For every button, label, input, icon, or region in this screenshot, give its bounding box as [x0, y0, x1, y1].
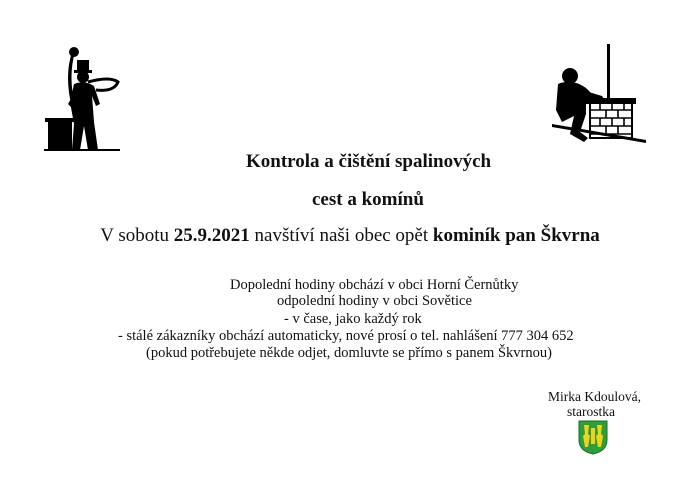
heading-line-2: cest a komínů — [312, 189, 424, 210]
coat-of-arms-icon — [578, 420, 608, 455]
detail-line-4: - stálé zákazníky obchází automaticky, nové prosí o tel. nahlášení 777 304 652 — [118, 328, 574, 344]
signature-role: starostka — [567, 404, 615, 419]
chimney-sweep-working-icon — [552, 44, 646, 146]
announcement-middle: navštíví naši obec opět — [249, 225, 433, 246]
announcement-prefix: V sobotu — [100, 225, 174, 246]
signature-name: Mirka Kdoulová, — [548, 389, 641, 404]
detail-line-1: Dopolední hodiny obchází v obci Horní Černůtky — [230, 277, 519, 293]
announcement — [0, 225, 700, 247]
detail-line-3: - v čase, jako každý rok — [284, 311, 422, 327]
chimney-sweep-icon — [44, 46, 120, 152]
heading-line-1: Kontrola a čištění spalinových — [246, 151, 492, 172]
detail-line-5: (pokud potřebujete někde odjet, domluvte se přímo s panem Škvrnou) — [146, 345, 552, 361]
detail-line-2: odpolední hodiny v obci Sovětice — [277, 293, 472, 309]
announcement-date: 25.9.2021 — [173, 225, 250, 246]
announcement-person: kominík pan Škvrna — [432, 225, 600, 246]
